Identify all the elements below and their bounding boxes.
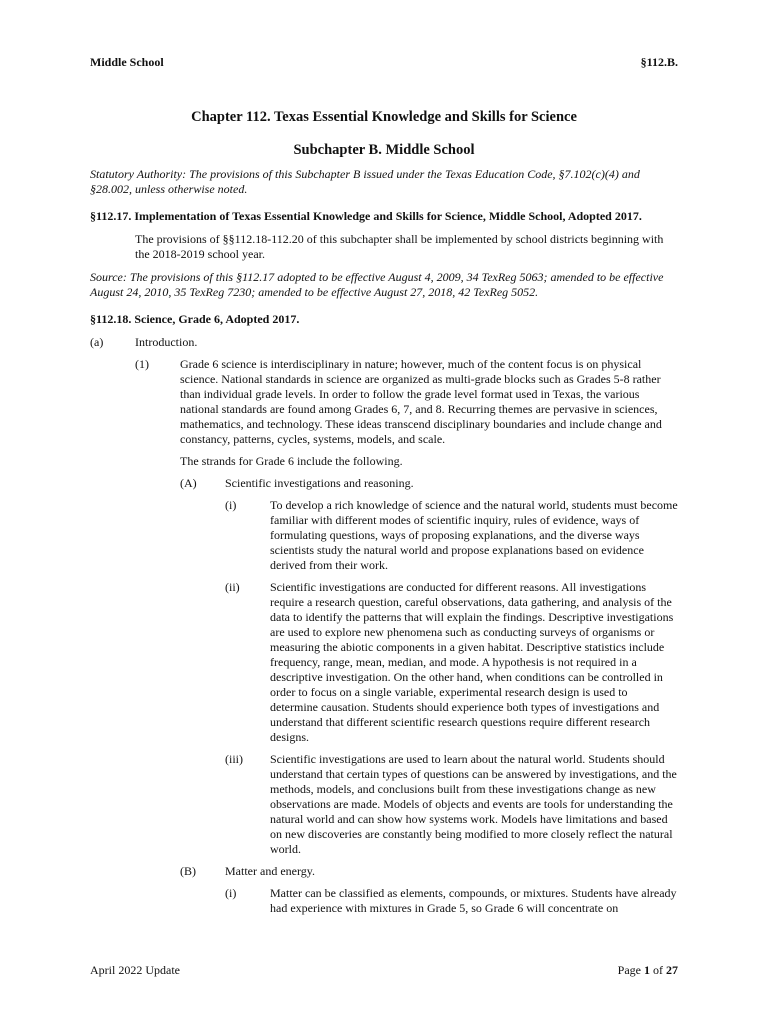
chapter-title: Chapter 112. Texas Essential Knowledge and Skills for Science [191, 109, 577, 125]
item-A-label: (A) [180, 476, 197, 490]
footer-date: April 2022 Update [90, 963, 180, 977]
item-B-i-label: (i) [225, 886, 237, 900]
item-B-text: Matter and energy. [225, 864, 315, 878]
section-112-18-heading: §112.18. Science, Grade 6, Adopted 2017. [90, 312, 300, 326]
item-B [180, 864, 678, 879]
item-A-ii-label: (ii) [225, 580, 240, 594]
item-a-text: Introduction. [135, 335, 198, 349]
footer-page-number [618, 963, 678, 978]
running-header-left: Middle School [90, 55, 164, 69]
item-A-text: Scientific investigations and reasoning. [225, 476, 414, 490]
item-B-label: (B) [180, 864, 196, 878]
statutory-authority: Statutory Authority: The provisions of this Subchapter B issued under the Texas Education Code, §7.102(c)(4) and §28.002, unless otherwise noted. [90, 167, 640, 196]
subchapter-title: Subchapter B. Middle School [293, 142, 475, 158]
page-prefix: Page [617, 963, 644, 977]
item-B-i [225, 886, 678, 916]
item-a1 [135, 357, 678, 447]
item-A-i [225, 498, 678, 573]
item-A-iii-label: (iii) [225, 752, 243, 766]
item-a1-text: Grade 6 science is interdisciplinary in nature; however, much of the content focus is on physical science. National standards in science are organized as multi-grade blocks such as Grades 5-8 rather than individual grade levels. In order to follow the grade level format used in Texas, the various national standards are found among Grades 6, 7, and 8. Recurring themes are pervasive in sciences, mathematics, and technology. These ideas transcend disciplinary boundaries and include change and constancy, patterns, cycles, systems, models, and scale. [180, 357, 662, 446]
item-a1-label: (1) [135, 357, 149, 371]
page-total: 27 [666, 963, 678, 977]
item-A-ii [225, 580, 678, 745]
strands-intro: The strands for Grade 6 include the following. [180, 454, 403, 468]
page-of: of [650, 963, 666, 977]
item-B-i-text: Matter can be classified as elements, compounds, or mixtures. Students have already had experience with mixtures in Grade 5, so Grade 6 will concentrate on [270, 886, 677, 915]
section-112-17-text: The provisions of §§112.18-112.20 of this subchapter shall be implemented by school districts beginning with the 2018-2019 school year. [135, 232, 664, 261]
item-A-i-label: (i) [225, 498, 237, 512]
item-A-iii [225, 752, 678, 857]
document-body [90, 110, 678, 923]
item-A-ii-text: Scientific investigations are conducted for different reasons. All investigations require a research question, careful observations, data gathering, and analysis of the data to identify the patterns that will explain the findings. Descriptive investigations are used to explore new phenomena such as conducting surveys of organisms or measuring the abiotic components in a given habitat. Descriptive statistics include frequency, range, mean, median, and mode. A hypothesis is not required in a descriptive investigation. On the other hand, when conditions can be controlled in order to focus on a single variable, experimental research design is used to determine causation. Students should experience both types of investigations and understand that different scientific research questions require different research designs. [270, 580, 674, 744]
item-A [180, 476, 678, 491]
item-A-i-text: To develop a rich knowledge of science and the natural world, students must become familiar with different modes of scientific inquiry, rules of evidence, ways of formulating questions, ways of proposing explanations, and the diverse ways scientists study the natural world and propose explanations based on evidence derived from their work. [270, 498, 678, 572]
item-A-iii-text: Scientific investigations are used to learn about the natural world. Students should understand that certain types of questions can be answered by investigations, and the methods, models, and conclusions built from these investigations change as new observations are made. Models of objects and events are tools for understanding the natural world and can show how systems work. Models have limitations and based on new discoveries are constantly being modified to more closely reflect the natural world. [270, 752, 677, 856]
section-112-17-source: Source: The provisions of this §112.17 adopted to be effective August 4, 2009, 34 TexReg 5063; amended to be effective August 24, 2010, 35 TexReg 7230; amended to be effective August 27, 2018, 42 TexReg 5052. [90, 270, 664, 299]
page-current: 1 [644, 963, 650, 977]
running-header-right: §112.B. [640, 55, 678, 69]
item-a-label: (a) [90, 335, 104, 349]
item-a [90, 335, 678, 350]
section-112-17-heading: §112.17. Implementation of Texas Essential Knowledge and Skills for Science, Middle School, Adopted 2017. [90, 209, 642, 223]
